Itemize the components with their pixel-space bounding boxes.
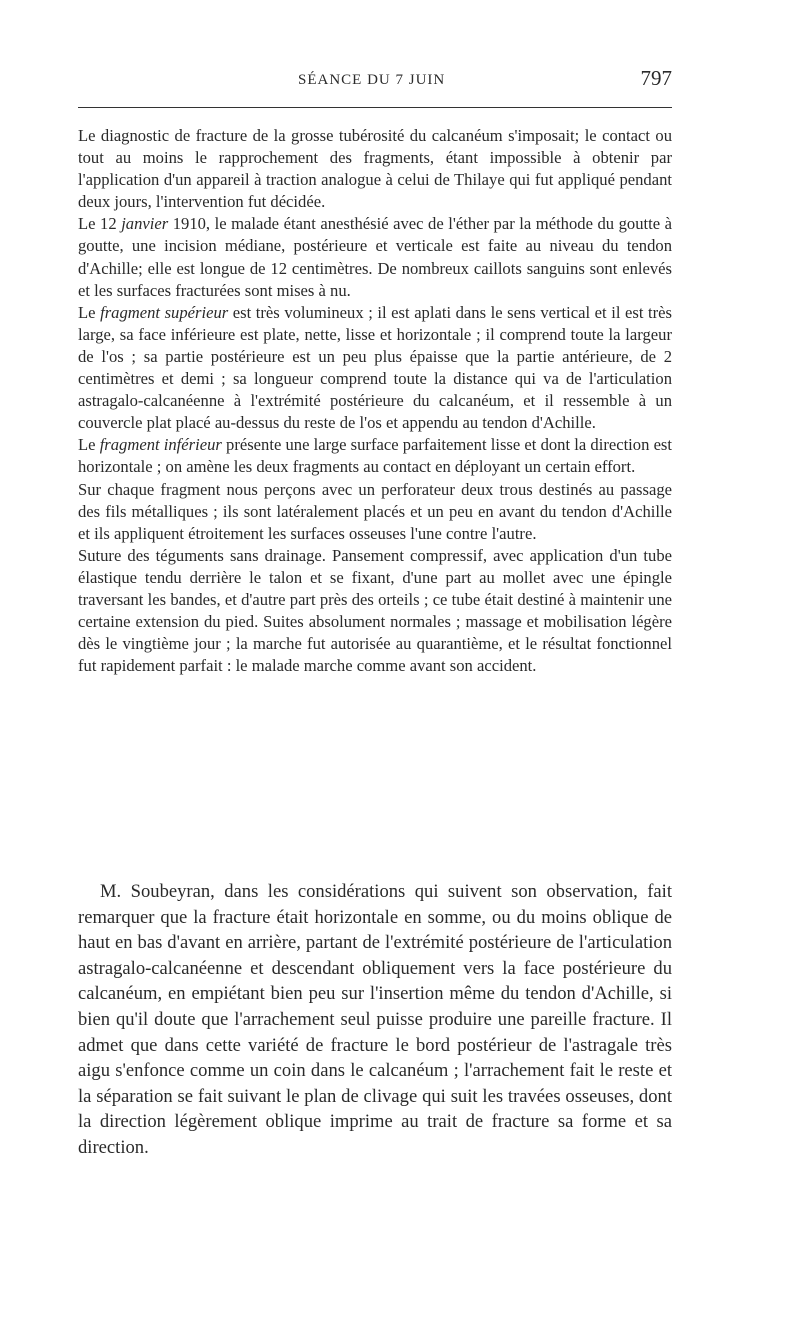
term-lower-fragment: fragment inférieur <box>99 435 222 455</box>
page-number: 797 <box>640 66 672 90</box>
term-upper-fragment: fragment supérieur <box>100 302 229 322</box>
paragraph-operation: Le 12 janvier 1910, le malade étant anesthésié avec de l'éther par la méthode du goutte à goutte, une incision médiane, postérieure et verticale est faite au niveau du tendon d'Achille; elle est longue de 12 centimètres. De nombreux caillots sanguins sont enlevés et les surfaces fracturées sont mises à nu. <box>78 214 672 300</box>
date-emphasis: janvier <box>121 214 169 234</box>
paragraph-wiring: Sur chaque fragment nous perçons avec un perforateur deux trous destinés au passage des fils métalliques ; ils sont latéralement placés et un peu en avant du tendon d'Achille et ils appliquent étroitement les surfaces osseuses l'une contre l'autre. <box>78 479 672 543</box>
case-report-text <box>78 125 672 677</box>
header-rule <box>78 107 672 108</box>
commentary-text <box>78 879 672 1161</box>
paragraph-suture: Suture des téguments sans drainage. Pansement compressif, avec application d'un tube élastique tendu derrière le talon et se fixant, d'une part au mollet avec une épingle traversant les bandes, et d'autre part près des orteils ; ce tube était destiné à maintenir une certaine extension du pied. Suites absolument normales ; massage et mobilisation légère dès le vingtième jour ; la marche fut autorisée au quarantième, et le résultat fonctionnel fut rapidement parfait : le malade marche comme avant son accident. <box>78 545 672 676</box>
paragraph-lower-fragment: Le fragment inférieur présente une large surface parfaitement lisse et dont la direction est horizontale ; on amène les deux fragments au contact en déployant un certain effort. <box>78 435 672 477</box>
paragraph-diagnosis: Le diagnostic de fracture de la grosse tubérosité du calcanéum s'imposait; le contact ou tout au moins le rapprochement des fragments, étant impossible à obtenir par l'application d'un appareil à traction analogue à celui de Thilaye qui fut appliqué pendant deux jours, l'intervention fut décidée. <box>78 126 672 212</box>
running-title: SÉANCE DU 7 JUIN <box>298 72 446 88</box>
paragraph-commentary: M. Soubeyran, dans les considérations qui suivent son observation, fait remarquer que la fracture était horizontale en somme, ou du moins oblique de haut en bas d'avant en arrière, partant de l'extrémité postérieure de l'articulation astragalo-calcanéenne et descendant obliquement vers la face postérieure du calcanéum, en empiétant bien peu sur l'insertion même du tendon d'Achille, si bien qu'il doute que l'arrachement seul puisse produire une pareille fracture. Il admet que dans cette variété de fracture le bord postérieur de l'astragale très aigu s'enfonce comme un coin dans le calcanéum ; l'arrachement fait le reste et la séparation se fait suivant le plan de clivage qui suit les travées osseuses, dont la direction légèrement oblique imprime au trait de fracture sa forme et sa direction. <box>78 881 672 1158</box>
page-header <box>78 66 672 96</box>
paragraph-upper-fragment: Le fragment supérieur est très volumineux ; il est aplati dans le sens vertical et il est très large, sa face inférieure est plate, nette, lisse et horizontale ; il comprend toute la largeur de l'os ; sa partie postérieure est un peu plus épaisse que la partie antérieure, de 2 centimètres et demi ; sa longueur comprend toute la distance qui va de l'articulation astragalo-calcanéenne à l'extrémité postérieure du calcanéum, et il ressemble à un couvercle plat placé au-dessus du reste de l'os et appendu au tendon d'Achille. <box>78 302 673 433</box>
